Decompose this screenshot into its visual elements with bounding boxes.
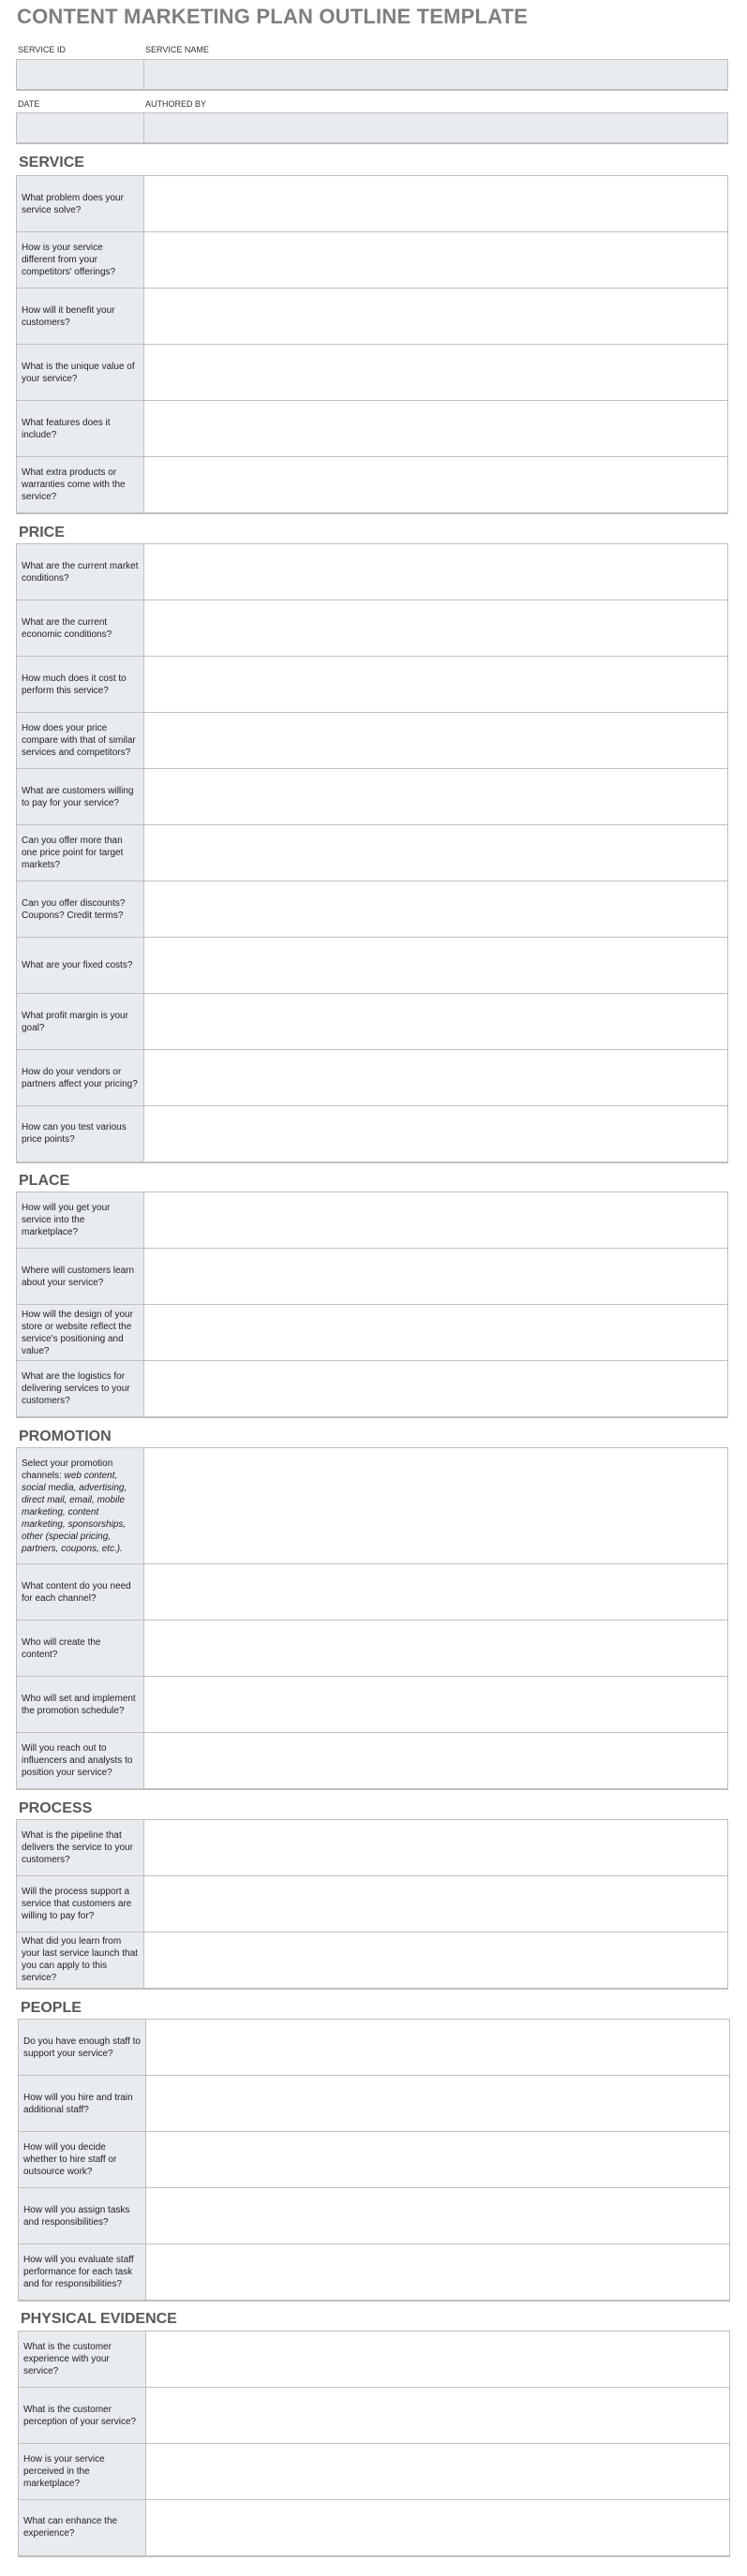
question-cell: What are customers willing to pay for your service? bbox=[17, 769, 144, 825]
answer-cell[interactable] bbox=[144, 1820, 728, 1876]
answer-cell[interactable] bbox=[144, 232, 728, 289]
question-cell: How will it benefit your customers? bbox=[17, 289, 144, 345]
section-title-promotion: PROMOTION bbox=[19, 1429, 112, 1444]
question-cell: What is the customer experience with your service? bbox=[19, 2332, 146, 2388]
answer-cell[interactable] bbox=[144, 1677, 728, 1733]
table-row bbox=[17, 1733, 728, 1789]
people-table bbox=[18, 2019, 730, 2302]
answer-cell[interactable] bbox=[146, 2076, 730, 2132]
section-title-service: SERVICE bbox=[19, 155, 84, 170]
date-field[interactable] bbox=[17, 113, 143, 142]
answer-cell[interactable] bbox=[146, 2244, 730, 2301]
question-cell: What can enhance the experience? bbox=[19, 2500, 146, 2556]
question-cell: How much does it cost to perform this service? bbox=[17, 657, 144, 713]
answer-cell[interactable] bbox=[144, 938, 728, 994]
question-cell: Do you have enough staff to support your service? bbox=[19, 2020, 146, 2076]
question-cell: What features does it include? bbox=[17, 401, 144, 457]
question-cell: Who will set and implement the promotion schedule? bbox=[17, 1677, 144, 1733]
answer-cell[interactable] bbox=[144, 1733, 728, 1789]
question-cell: Can you offer more than one price point for target markets? bbox=[17, 825, 144, 881]
answer-cell[interactable] bbox=[144, 1876, 728, 1932]
answer-cell[interactable] bbox=[144, 769, 728, 825]
answer-cell[interactable] bbox=[144, 1050, 728, 1106]
table-row bbox=[19, 2332, 730, 2388]
question-cell: How will the design of your store or website reflect the service's positioning and value? bbox=[17, 1305, 144, 1361]
service-name-field[interactable] bbox=[144, 60, 727, 89]
question-cell: How do your vendors or partners affect your pricing? bbox=[17, 1050, 144, 1106]
table-row bbox=[17, 345, 728, 401]
table-row bbox=[19, 2244, 730, 2301]
question-cell: Will the process support a service that customers are willing to pay for? bbox=[17, 1876, 144, 1932]
answer-cell[interactable] bbox=[144, 600, 728, 657]
question-cell: Where will customers learn about your service? bbox=[17, 1249, 144, 1305]
answer-cell[interactable] bbox=[144, 825, 728, 881]
question-cell: What did you learn from your last service launch that you can apply to this service? bbox=[17, 1932, 144, 1989]
physical-evidence-table bbox=[18, 2331, 730, 2557]
question-cell: Can you offer discounts? Coupons? Credit terms? bbox=[17, 881, 144, 938]
table-row bbox=[17, 881, 728, 938]
page-title: CONTENT MARKETING PLAN OUTLINE TEMPLATE bbox=[17, 5, 529, 28]
section-title-process: PROCESS bbox=[19, 1800, 93, 1816]
table-row bbox=[17, 825, 728, 881]
answer-cell[interactable] bbox=[146, 2444, 730, 2500]
question-cell: What is the customer perception of your service? bbox=[19, 2388, 146, 2444]
table-row bbox=[19, 2388, 730, 2444]
question-cell: How does your price compare with that of similar services and competitors? bbox=[17, 713, 144, 769]
answer-cell[interactable] bbox=[144, 457, 728, 513]
table-row bbox=[19, 2188, 730, 2244]
question-cell: What profit margin is your goal? bbox=[17, 994, 144, 1050]
answer-cell[interactable] bbox=[146, 2500, 730, 2556]
table-row bbox=[17, 994, 728, 1050]
answer-cell[interactable] bbox=[144, 1249, 728, 1305]
answer-cell[interactable] bbox=[144, 1106, 728, 1162]
service-table bbox=[16, 175, 728, 514]
table-row bbox=[17, 600, 728, 657]
question-cell: What are the logistics for delivering services to your customers? bbox=[17, 1361, 144, 1417]
date-label: DATE bbox=[18, 99, 40, 109]
table-row bbox=[17, 1564, 728, 1621]
table-row bbox=[17, 1932, 728, 1989]
answer-cell[interactable] bbox=[144, 657, 728, 713]
answer-cell[interactable] bbox=[144, 1192, 728, 1249]
table-row bbox=[17, 1621, 728, 1677]
answer-cell[interactable] bbox=[146, 2188, 730, 2244]
service-id-field[interactable] bbox=[17, 60, 143, 89]
answer-cell[interactable] bbox=[146, 2388, 730, 2444]
table-row bbox=[19, 2132, 730, 2188]
table-row bbox=[17, 457, 728, 513]
question-cell: Will you reach out to influencers and analysts to position your service? bbox=[17, 1733, 144, 1789]
table-row bbox=[19, 2500, 730, 2556]
answer-cell[interactable] bbox=[144, 176, 728, 232]
question-cell: What content do you need for each channel? bbox=[17, 1564, 144, 1621]
table-row bbox=[17, 1361, 728, 1417]
question-cell: How will you get your service into the marketplace? bbox=[17, 1192, 144, 1249]
question-cell: What is the unique value of your service? bbox=[17, 345, 144, 401]
answer-cell[interactable] bbox=[144, 713, 728, 769]
section-title-place: PLACE bbox=[19, 1173, 70, 1189]
table-row bbox=[17, 938, 728, 994]
section-title-people: PEOPLE bbox=[21, 2000, 82, 2016]
answer-cell[interactable] bbox=[146, 2132, 730, 2188]
answer-cell[interactable] bbox=[144, 1448, 728, 1564]
table-row bbox=[17, 1448, 728, 1564]
question-cell: How will you hire and train additional staff? bbox=[19, 2076, 146, 2132]
authored-by-field[interactable] bbox=[144, 113, 727, 142]
authored-by-label: AUTHORED BY bbox=[145, 99, 207, 109]
question-cell: How will you decide whether to hire staff or outsource work? bbox=[19, 2132, 146, 2188]
question-cell: Who will create the content? bbox=[17, 1621, 144, 1677]
answer-cell[interactable] bbox=[144, 289, 728, 345]
answer-cell[interactable] bbox=[144, 345, 728, 401]
question-cell: What are your fixed costs? bbox=[17, 938, 144, 994]
table-row bbox=[17, 544, 728, 600]
table-row bbox=[17, 1305, 728, 1361]
table-row bbox=[17, 1106, 728, 1162]
answer-cell[interactable] bbox=[144, 1621, 728, 1677]
table-row bbox=[17, 657, 728, 713]
table-row bbox=[17, 1876, 728, 1932]
table-row bbox=[17, 176, 728, 232]
table-row bbox=[17, 401, 728, 457]
answer-cell[interactable] bbox=[144, 1305, 728, 1361]
question-cell: How will you assign tasks and responsibilities? bbox=[19, 2188, 146, 2244]
section-title-physical-evidence: PHYSICAL EVIDENCE bbox=[21, 2311, 177, 2327]
table-row bbox=[17, 1050, 728, 1106]
process-table bbox=[16, 1819, 728, 1990]
table-row bbox=[19, 2076, 730, 2132]
answer-cell[interactable] bbox=[146, 2332, 730, 2388]
header-fields-row1 bbox=[16, 59, 728, 91]
table-row bbox=[17, 713, 728, 769]
table-row bbox=[17, 1249, 728, 1305]
section-title-price: PRICE bbox=[19, 525, 65, 540]
service-id-label: SERVICE ID bbox=[18, 45, 66, 54]
question-cell: How will you evaluate staff performance for each task and for responsibilities? bbox=[19, 2244, 146, 2301]
promotion-channels-prompt: Select your promotion channels: bbox=[22, 1458, 113, 1481]
service-name-label: SERVICE NAME bbox=[145, 45, 209, 54]
table-row bbox=[19, 2444, 730, 2500]
header-fields-row2 bbox=[16, 112, 728, 144]
question-cell: How is your service different from your competitors' offerings? bbox=[17, 232, 144, 289]
answer-cell[interactable] bbox=[144, 1361, 728, 1417]
question-cell: What problem does your service solve? bbox=[17, 176, 144, 232]
answer-cell[interactable] bbox=[144, 994, 728, 1050]
promotion-channels-list: web content, social media, advertising, direct mail, email, mobile marketing, content marketing, sponsorships, other (special pricing, partners, coupons, etc.). bbox=[22, 1470, 127, 1554]
answer-cell[interactable] bbox=[144, 401, 728, 457]
table-row bbox=[17, 232, 728, 289]
place-table bbox=[16, 1192, 728, 1418]
price-table bbox=[16, 543, 728, 1163]
table-row bbox=[17, 1192, 728, 1249]
table-row bbox=[17, 289, 728, 345]
table-row bbox=[17, 1677, 728, 1733]
question-cell: How is your service perceived in the marketplace? bbox=[19, 2444, 146, 2500]
answer-cell[interactable] bbox=[144, 881, 728, 938]
table-row bbox=[17, 769, 728, 825]
answer-cell[interactable] bbox=[146, 2020, 730, 2076]
table-row bbox=[19, 2020, 730, 2076]
question-cell: How can you test various price points? bbox=[17, 1106, 144, 1162]
question-cell: What are the current market conditions? bbox=[17, 544, 144, 600]
answer-cell[interactable] bbox=[144, 544, 728, 600]
question-cell: What are the current economic conditions? bbox=[17, 600, 144, 657]
header-labels-row2 bbox=[16, 99, 728, 112]
answer-cell[interactable] bbox=[144, 1932, 728, 1989]
question-cell bbox=[17, 1448, 144, 1564]
question-cell: What extra products or warranties come with the service? bbox=[17, 457, 144, 513]
header-labels-row1 bbox=[16, 45, 728, 58]
promotion-table bbox=[16, 1447, 728, 1790]
answer-cell[interactable] bbox=[144, 1564, 728, 1621]
question-cell: What is the pipeline that delivers the service to your customers? bbox=[17, 1820, 144, 1876]
table-row bbox=[17, 1820, 728, 1876]
